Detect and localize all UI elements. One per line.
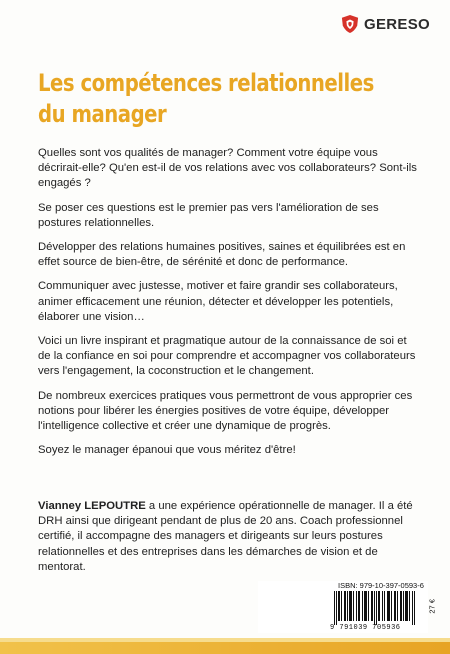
blurb-paragraph: Communiquer avec justesse, motiver et faire grandir ses collaborateurs, animer efficacement une réunion, détecter et développer les potentiels, élaborer une vision… [38,280,398,323]
isbn-barcode-block [258,581,437,633]
back-cover-blurb [38,146,418,467]
publisher-name: GERESO [364,15,430,33]
shield-logo-icon [341,14,359,34]
blurb-paragraph: Développer des relations humaines positives, saines et équilibrées est en effet source de bien-être, de sérénité et donc de performance. [38,241,406,269]
book-title-line-1: Les compétences relationnelles [38,69,374,97]
publisher-logo [341,14,430,34]
price-label: 27 € [428,599,437,614]
barcode-icon [334,591,416,625]
footer-accent-bar [0,642,450,654]
blurb-paragraph: De nombreux exercices pratiques vous permettront de vous approprier ces notions pour libérer les énergies positives de votre équipe, développer l'intelligence collective et créer une dynamique de progrès. [38,389,413,433]
blurb-paragraph: Quelles sont vos qualités de manager? Comment votre équipe vous décrirait-elle? Qu'en est-il de vos relations avec vos collaborateurs? Sont-ils engagés ? [38,147,417,190]
isbn-label: ISBN: 979-10-397-0593-6 [338,581,424,590]
author-bio-text: a une expérience opérationnelle de manager. Il a été DRH ainsi que dirigeant pendant de plus de 20 ans. Coach professionnel certifié, il accompagne des managers et dirigeants sur leurs postures relationnelles et des entreprises dans les démarches de vision et de mentorat. [38,500,413,573]
blurb-paragraph: Se poser ces questions est le premier pas vers l'amélioration de ses postures relationnelles. [38,201,379,229]
author-name: Vianney LEPOUTRE [38,500,146,512]
book-title [38,68,423,130]
author-bio [38,499,422,575]
blurb-paragraph: Voici un livre inspirant et pragmatique autour de la connaissance de soi et de la confiance en soi pour comprendre et accompagner vos collaborateurs vers l'engagement, la coconstruction et le changement. [38,335,416,378]
blurb-paragraph: Soyez le manager épanoui que vous méritez d'être! [38,444,296,457]
book-title-line-2: du manager [38,100,167,128]
barcode-digits: 9 791039 705936 [330,624,401,632]
